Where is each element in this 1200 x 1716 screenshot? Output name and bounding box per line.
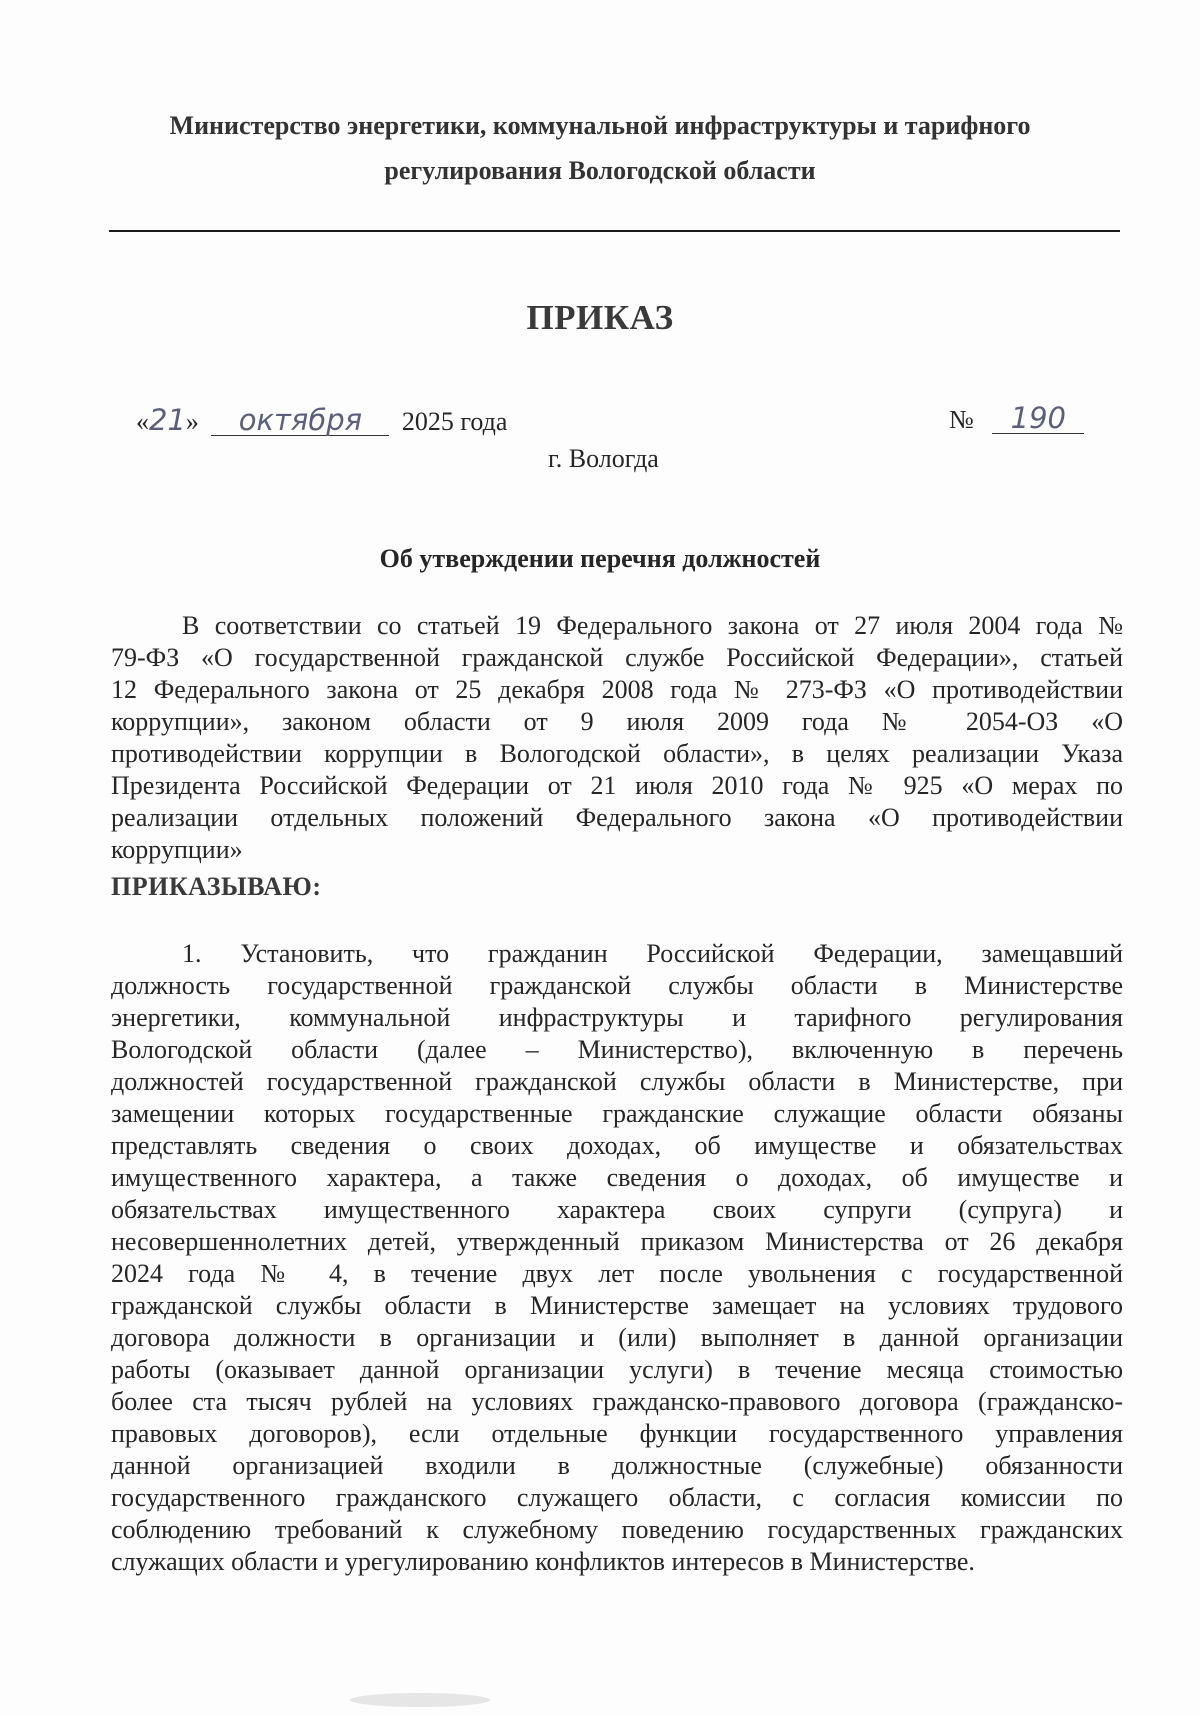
clause-line: работы (оказывает данной организации услуги) в течение месяца стоимостью bbox=[111, 1355, 1123, 1384]
date-month-handwritten: октября bbox=[211, 405, 389, 436]
clause-line: гражданской службы области в Министерстве замещает на условиях трудового bbox=[111, 1291, 1123, 1320]
number-handwritten: 190 bbox=[992, 403, 1084, 434]
clause-line: правовых договоров), если отдельные функции государственного управления bbox=[111, 1419, 1123, 1448]
preamble-line: противодействии коррупции в Вологодской области», в целях реализации Указа bbox=[111, 739, 1123, 768]
order-number bbox=[949, 403, 1084, 435]
clause-1-paragraph bbox=[111, 938, 1123, 1578]
order-date bbox=[136, 403, 507, 437]
clause-line: более ста тысяч рублей на условиях гражданско-правового договора (гражданско- bbox=[111, 1387, 1123, 1416]
preamble-paragraph bbox=[111, 610, 1123, 866]
preamble-line: 79-ФЗ «О государственной гражданской службе Российской Федерации», статьей bbox=[111, 643, 1123, 672]
clause-line: замещении которых государственные гражданские служащие области обязаны bbox=[111, 1099, 1123, 1128]
order-word: ПРИКАЗЫВАЮ: bbox=[111, 872, 322, 901]
clause-line: имущественного характера, а также сведения о доходах, об имуществе и bbox=[111, 1163, 1123, 1192]
clause-line: представлять сведения о своих доходах, об имуществе и обязательствах bbox=[111, 1131, 1123, 1160]
order-subject: Об утверждении перечня должностей bbox=[379, 544, 821, 573]
clause-line: должность государственной гражданской службы области в Министерстве bbox=[111, 971, 1123, 1000]
clause-line: несовершеннолетних детей, утвержденный приказом Министерства от 26 декабря bbox=[111, 1227, 1123, 1256]
number-label: № bbox=[949, 405, 974, 434]
preamble-line: коррупции» bbox=[111, 835, 243, 864]
preamble-line: Президента Российской Федерации от 21 июля 2010 года № 925 «О мерах по bbox=[111, 771, 1123, 800]
preamble-line: В соответствии со статьей 19 Федерального закона от 27 июля 2004 года № bbox=[182, 611, 1123, 640]
date-day-handwritten: 21 bbox=[149, 403, 186, 437]
clause-line: Вологодской области (далее – Министерство), включенную в перечень bbox=[111, 1035, 1123, 1064]
scan-smudge bbox=[350, 1693, 490, 1707]
clause-line: 2024 года № 4, в течение двух лет после увольнения с государственной bbox=[111, 1259, 1123, 1288]
ministry-name-line-2: регулирования Вологодской области bbox=[384, 156, 816, 185]
document-type-title: ПРИКАЗ bbox=[526, 298, 674, 337]
clause-line: энергетики, коммунальной инфраструктуры и тарифного регулирования bbox=[111, 1003, 1123, 1032]
header-rule bbox=[109, 230, 1120, 232]
clause-line: должностей государственной гражданской службы области в Министерстве, при bbox=[111, 1067, 1123, 1096]
date-quote-close: » bbox=[185, 407, 199, 436]
preamble-line: реализации отдельных положений Федерального закона «О противодействии bbox=[111, 803, 1123, 832]
clause-line: служащих области и урегулированию конфликтов интересов в Министерстве. bbox=[111, 1547, 975, 1576]
date-quote-open: « bbox=[136, 407, 149, 436]
clause-line: государственного гражданского служащего области, с согласия комиссии по bbox=[111, 1483, 1123, 1512]
clause-line: 1. Установить, что гражданин Российской Федерации, замещавший bbox=[182, 939, 1123, 968]
clause-line: обязательствах имущественного характера своих супруги (супруга) и bbox=[111, 1195, 1123, 1224]
preamble-line: 12 Федерального закона от 25 декабря 2008 года № 273-ФЗ «О противодействии bbox=[111, 675, 1123, 704]
clause-line: данной организацией входили в должностные (служебные) обязанности bbox=[111, 1451, 1123, 1480]
clause-line: соблюдению требований к служебному поведению государственных гражданских bbox=[111, 1515, 1123, 1544]
date-year: 2025 года bbox=[401, 407, 508, 436]
ministry-name-line-1: Министерство энергетики, коммунальной инфраструктуры и тарифного bbox=[169, 111, 1031, 140]
preamble-line: коррупции», законом области от 9 июля 2009 года № 2054-ОЗ «О bbox=[111, 707, 1123, 736]
city: г. Вологда bbox=[548, 444, 659, 473]
clause-line: договора должности в организации и (или) выполняет в данной организации bbox=[111, 1323, 1123, 1352]
